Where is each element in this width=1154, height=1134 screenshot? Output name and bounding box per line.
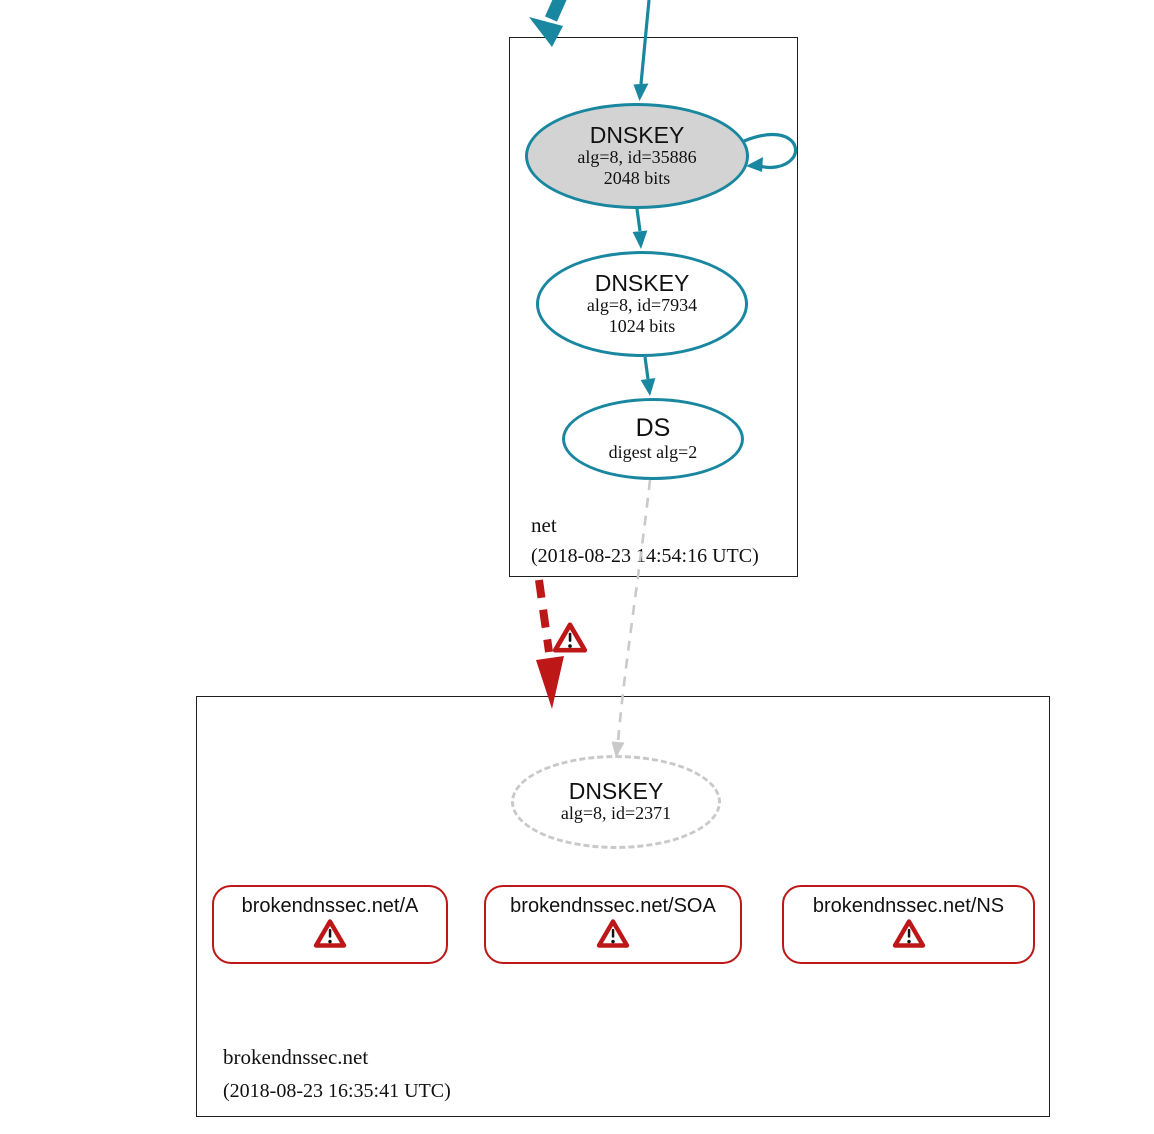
warning-triangle-icon — [892, 918, 926, 949]
node-bits: 2048 bits — [603, 168, 671, 189]
zone-timestamp-net: (2018-08-23 14:54:16 UTC) — [531, 545, 759, 567]
node-detail: digest alg=2 — [608, 441, 698, 462]
node-title: DNSKEY — [594, 269, 690, 296]
node-dnskey-ksk[interactable] — [525, 103, 749, 209]
node-bits: 1024 bits — [608, 316, 676, 337]
rrset-label: brokendnssec.net/NS — [812, 895, 1005, 917]
node-rrset-soa[interactable] — [484, 885, 742, 964]
node-detail: alg=8, id=7934 — [586, 294, 698, 315]
node-dnskey-zsk[interactable] — [536, 251, 748, 357]
node-title: DNSKEY — [589, 121, 685, 148]
zone-timestamp-brokendnssec: (2018-08-23 16:35:41 UTC) — [223, 1080, 451, 1102]
zone-name-net: net — [531, 513, 557, 537]
zone-name-brokendnssec: brokendnssec.net — [223, 1045, 369, 1069]
node-title: DNSKEY — [568, 778, 664, 805]
node-dnskey-broken[interactable] — [511, 755, 721, 849]
warning-triangle-icon — [596, 918, 630, 949]
zone-box-net — [509, 37, 798, 577]
node-rrset-a[interactable] — [212, 885, 448, 964]
node-detail: alg=8, id=2371 — [560, 803, 672, 824]
warning-triangle-icon — [552, 621, 588, 654]
rrset-label: brokendnssec.net/A — [241, 895, 419, 917]
node-title: DS — [635, 414, 671, 443]
zone-box-brokendnssec — [196, 696, 1050, 1117]
node-detail: alg=8, id=35886 — [577, 146, 697, 167]
warning-triangle-icon — [313, 918, 347, 949]
node-ds[interactable] — [562, 398, 744, 480]
rrset-label: brokendnssec.net/SOA — [510, 895, 716, 917]
node-rrset-ns[interactable] — [782, 885, 1035, 964]
